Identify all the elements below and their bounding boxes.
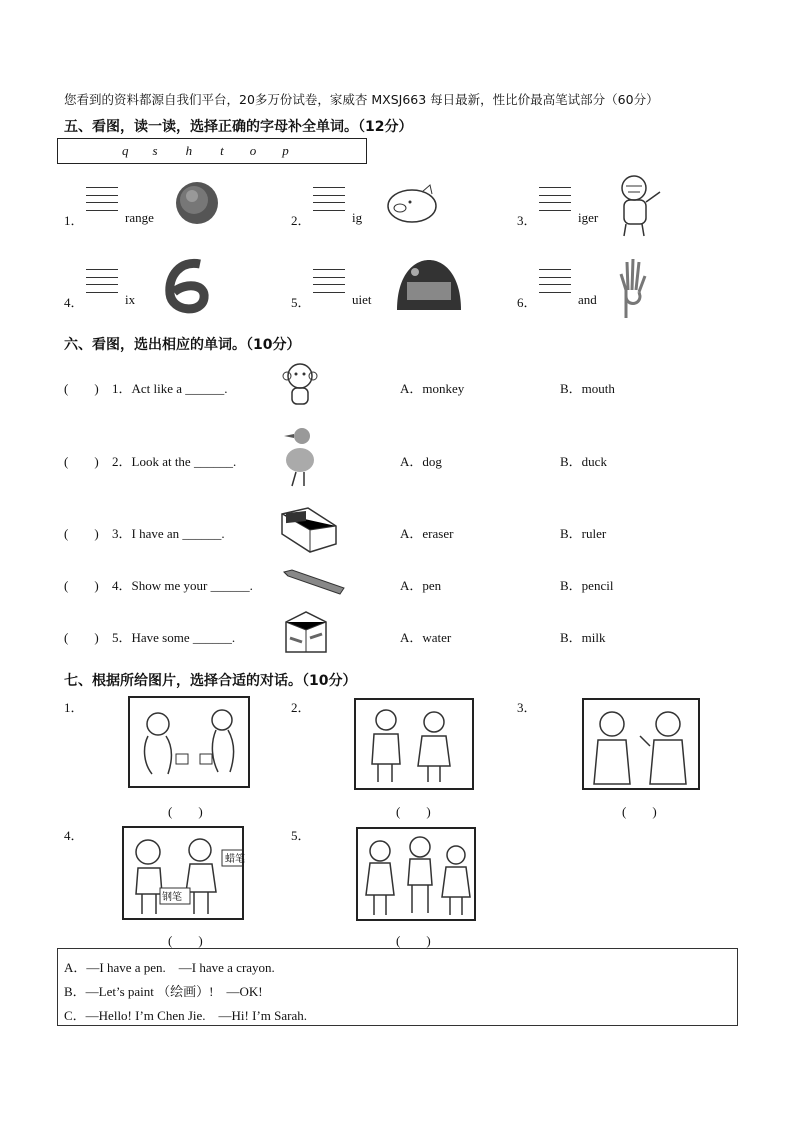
option-6-4-a[interactable]: A．pen <box>400 578 442 593</box>
four-line-blank[interactable] <box>86 187 118 217</box>
item5-4-number: 4． <box>64 295 84 310</box>
answer-paren-7-2[interactable]: ( ) <box>396 804 431 819</box>
dialogue-option-b[interactable]: B．—Let’s paint （绘画）! —OK! <box>64 984 263 999</box>
picture-7-4-number: 4． <box>64 828 84 843</box>
dialogue-option-c[interactable]: C．—Hello! I’m Chen Jie. —Hi! I’m Sarah. <box>64 1008 307 1023</box>
letter-h: h <box>185 143 193 158</box>
picture-7-3-number: 3． <box>517 700 537 715</box>
item5-6-number: 6． <box>517 295 537 310</box>
item5-6-suffix: and <box>578 292 597 307</box>
option-6-4-b[interactable]: B．pencil <box>560 578 614 593</box>
answer-paren[interactable]: ( ) <box>64 381 99 396</box>
section5-title: 五、看图，读一读，选择正确的字母补全单词。（12分） <box>64 119 413 135</box>
dialogue-options-box <box>57 948 738 1026</box>
answer-paren-7-4[interactable]: ( ) <box>168 933 203 948</box>
letter-o: o <box>249 143 257 158</box>
picture-7-2-number: 2． <box>291 700 311 715</box>
tiger-picture <box>612 172 668 238</box>
dialogue-picture-3 <box>582 698 700 790</box>
milk-picture <box>280 608 332 656</box>
dialogue-picture-5 <box>356 827 476 921</box>
item5-2-suffix: ig <box>352 210 363 225</box>
letter-t: t <box>220 143 224 158</box>
item5-3-suffix: iger <box>578 210 599 225</box>
item5-5-number: 5． <box>291 295 311 310</box>
letter-p: p <box>282 143 289 158</box>
item5-1-suffix: range <box>125 210 154 225</box>
option-6-2-b[interactable]: B．duck <box>560 454 607 469</box>
option-6-3-b[interactable]: B．ruler <box>560 526 607 541</box>
answer-paren[interactable]: ( ) <box>64 526 99 541</box>
orange-picture <box>172 178 222 228</box>
question-6-3: 3．I have an ______. <box>112 526 225 541</box>
pencil-picture <box>282 568 346 596</box>
quiet-sign-picture <box>393 256 465 318</box>
option-6-3-a[interactable]: A．eraser <box>400 526 454 541</box>
option-6-5-a[interactable]: A．water <box>400 630 452 645</box>
four-line-blank[interactable] <box>86 269 118 299</box>
item5-1-number: 1． <box>64 213 84 228</box>
picture-7-5-number: 5． <box>291 828 311 843</box>
pen-label: 钢笔 <box>162 892 182 903</box>
letter-q: q <box>122 143 129 158</box>
dialogue-picture-1 <box>128 696 250 788</box>
answer-paren[interactable]: ( ) <box>64 578 99 593</box>
hand-picture <box>618 256 648 320</box>
option-6-1-b[interactable]: B．mouth <box>560 381 615 396</box>
picture-7-1-number: 1． <box>64 700 84 715</box>
answer-paren-7-3[interactable]: ( ) <box>622 804 657 819</box>
monkey-picture <box>280 360 320 412</box>
section6-title: 六、看图，选出相应的单词。（10分） <box>64 337 301 353</box>
question-6-5: 5．Have some ______. <box>112 630 236 645</box>
four-line-blank[interactable] <box>313 269 345 299</box>
dialogue-picture-4 <box>122 826 245 916</box>
item5-3-number: 3． <box>517 213 537 228</box>
answer-paren[interactable]: ( ) <box>64 630 99 645</box>
answer-paren[interactable]: ( ) <box>64 454 99 469</box>
question-6-1: 1．Act like a ______. <box>112 381 228 396</box>
pig-picture <box>382 182 444 226</box>
item5-5-suffix: uiet <box>352 292 372 307</box>
section7-title: 七、根据所给图片，选择合适的对话。（10分） <box>64 673 357 689</box>
duck-picture <box>280 424 318 490</box>
eraser-picture <box>278 504 340 556</box>
crayon-label: 蜡笔 <box>225 854 245 865</box>
top-banner: 您看到的资料都源自我们平台，20多万份试卷，家威杏 MXSJ663 每日最新，性比价最高笔试部分（60分） <box>64 92 659 107</box>
letter-s: s <box>152 143 158 158</box>
option-6-1-a[interactable]: A．monkey <box>400 381 465 396</box>
six-picture <box>160 256 216 318</box>
option-6-5-b[interactable]: B．milk <box>560 630 606 645</box>
dialogue-picture-4-drawing <box>122 826 244 920</box>
option-6-2-a[interactable]: A．dog <box>400 454 442 469</box>
item5-2-number: 2． <box>291 213 311 228</box>
four-line-blank[interactable] <box>313 187 345 217</box>
answer-paren-7-1[interactable]: ( ) <box>168 804 203 819</box>
question-6-4: 4．Show me your ______. <box>112 578 253 593</box>
dialogue-picture-2 <box>354 698 474 790</box>
answer-paren-7-5[interactable]: ( ) <box>396 933 431 948</box>
item5-4-suffix: ix <box>125 292 136 307</box>
question-6-2: 2．Look at the ______. <box>112 454 237 469</box>
dialogue-option-a[interactable]: A．—I have a pen. —I have a crayon. <box>64 960 275 975</box>
four-line-blank[interactable] <box>539 187 571 217</box>
four-line-blank[interactable] <box>539 269 571 299</box>
letter-choices-box <box>57 138 367 164</box>
